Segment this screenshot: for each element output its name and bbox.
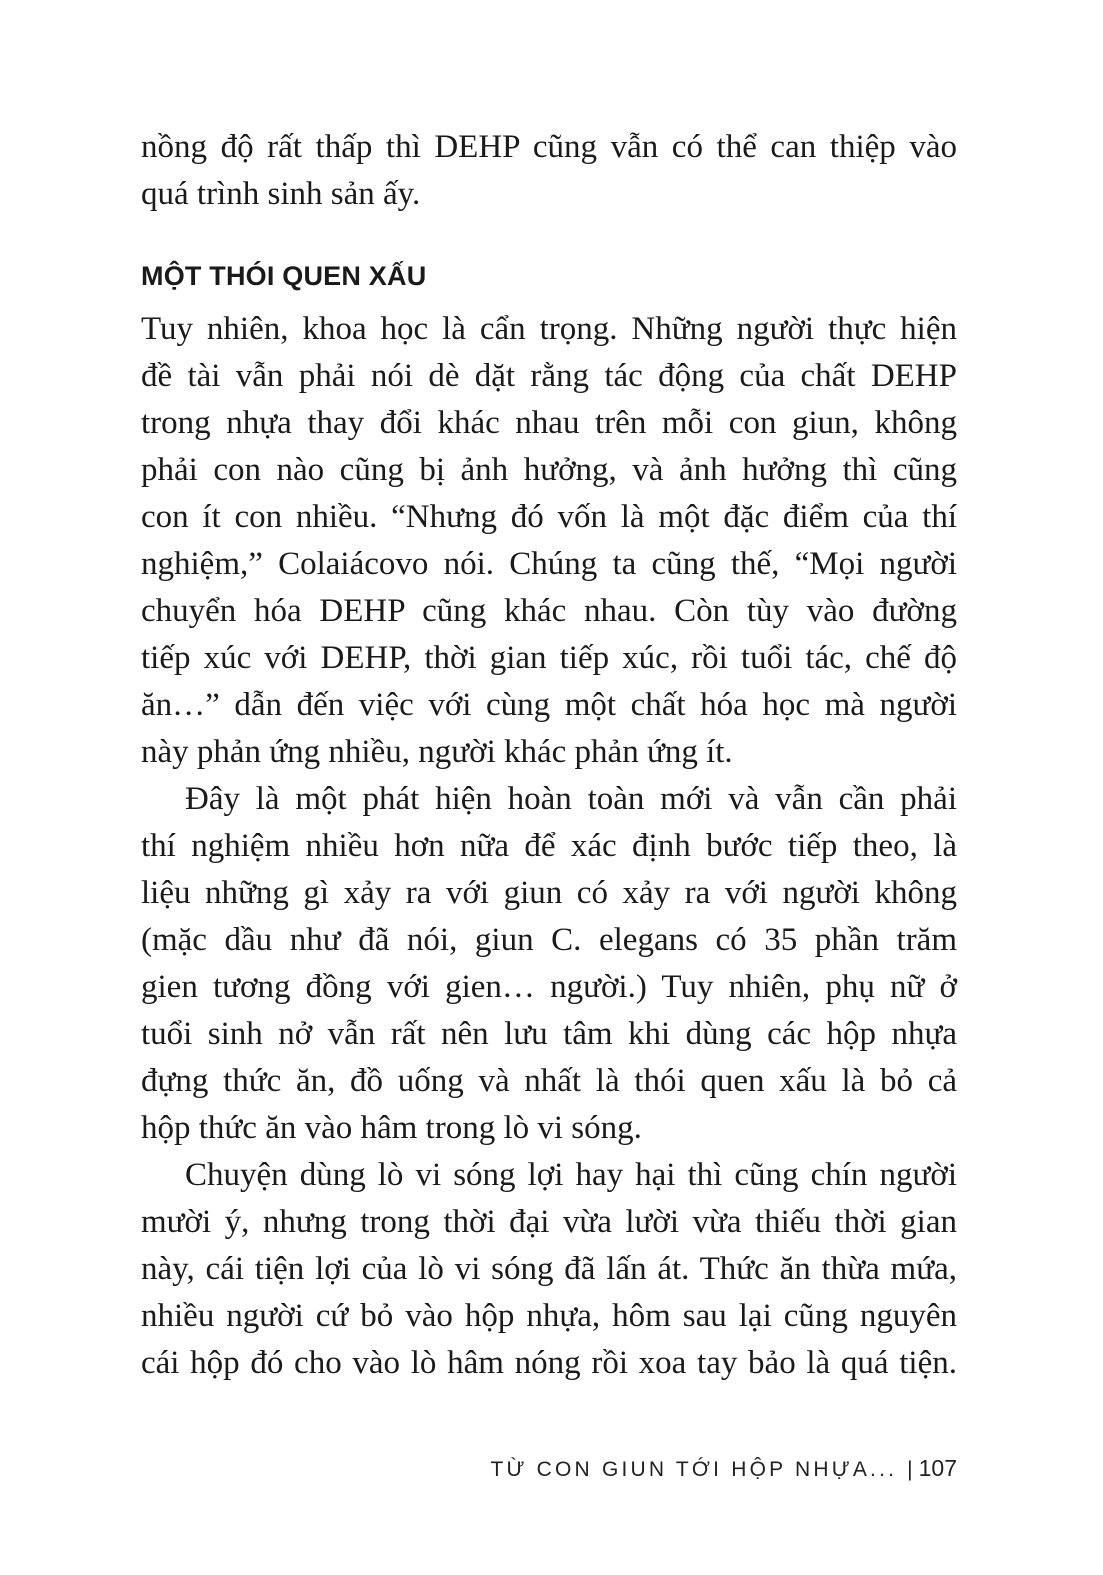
text-line: đề tài vẫn phải nói dè dặt rằng tác động của chất DEHP [141, 358, 957, 394]
text-line: Đây là một phát hiện hoàn toàn mới và vẫn cần phải [185, 781, 957, 817]
text-line: Tuy nhiên, khoa học là cẩn trọng. Những người thực hiện [141, 311, 957, 347]
text-line: quá trình sinh sản ấy. [141, 176, 421, 212]
footer-separator: | [907, 1458, 913, 1481]
text-line: phải con nào cũng bị ảnh hưởng, và ảnh hưởng thì cũng [141, 452, 957, 488]
running-title: TỪ CON GIUN TỚI HỘP NHỰA... [490, 1458, 898, 1481]
text-line: cái hộp đó cho vào lò hâm nóng rồi xoa tay bảo là quá tiện. [141, 1345, 957, 1381]
text-line: này, cái tiện lợi của lò vi sóng đã lấn át. Thức ăn thừa mứa, [141, 1251, 957, 1287]
page-body [141, 124, 957, 1387]
text-line: gien tương đồng với gien… người.) Tuy nhiên, phụ nữ ở [141, 969, 957, 1005]
section-heading: MỘT THÓI QUEN XẤU [141, 261, 427, 291]
text-line: tuổi sinh nở vẫn rất nên lưu tâm khi dùng các hộp nhựa [141, 1016, 957, 1052]
text-line: trong nhựa thay đổi khác nhau trên mỗi con giun, không [141, 405, 957, 441]
text-line: con ít con nhiều. “Nhưng đó vốn là một đặc điểm của thí [141, 499, 957, 535]
paragraph-2 [141, 776, 957, 1152]
text-line: chuyển hóa DEHP cũng khác nhau. Còn tùy vào đường [141, 593, 957, 629]
text-line: thí nghiệm nhiều hơn nữa để xác định bước tiếp theo, là [141, 828, 957, 864]
page-number: 107 [918, 1455, 957, 1481]
text-line: nghiệm,” Colaiácovo nói. Chúng ta cũng thế, “Mọi người [141, 546, 957, 582]
text-line: mười ý, nhưng trong thời đại vừa lười vừa thiếu thời gian [141, 1204, 957, 1240]
text-line: nhiều người cứ bỏ vào hộp nhựa, hôm sau lại cũng nguyên [141, 1298, 957, 1334]
text-line: hộp thức ăn vào hâm trong lò vi sóng. [141, 1110, 642, 1146]
intro-paragraph [141, 124, 957, 218]
text-line: (mặc dầu như đã nói, giun C. elegans có 35 phần trăm [141, 922, 957, 958]
text-line: ăn…” dẫn đến việc với cùng một chất hóa học mà người [141, 687, 957, 723]
text-line: liệu những gì xảy ra với giun có xảy ra với người không [141, 875, 957, 911]
text-line: này phản ứng nhiều, người khác phản ứng ít. [141, 734, 733, 770]
text-line: Chuyện dùng lò vi sóng lợi hay hại thì cũng chín người [185, 1157, 957, 1193]
paragraph-3 [141, 1152, 957, 1387]
page-footer [490, 1455, 957, 1482]
paragraph-1 [141, 306, 957, 776]
text-line: nồng độ rất thấp thì DEHP cũng vẫn có thể can thiệp vào [141, 129, 957, 165]
text-line: tiếp xúc với DEHP, thời gian tiếp xúc, rồi tuổi tác, chế độ [141, 640, 957, 676]
text-line: đựng thức ăn, đồ uống và nhất là thói quen xấu là bỏ cả [141, 1063, 957, 1099]
